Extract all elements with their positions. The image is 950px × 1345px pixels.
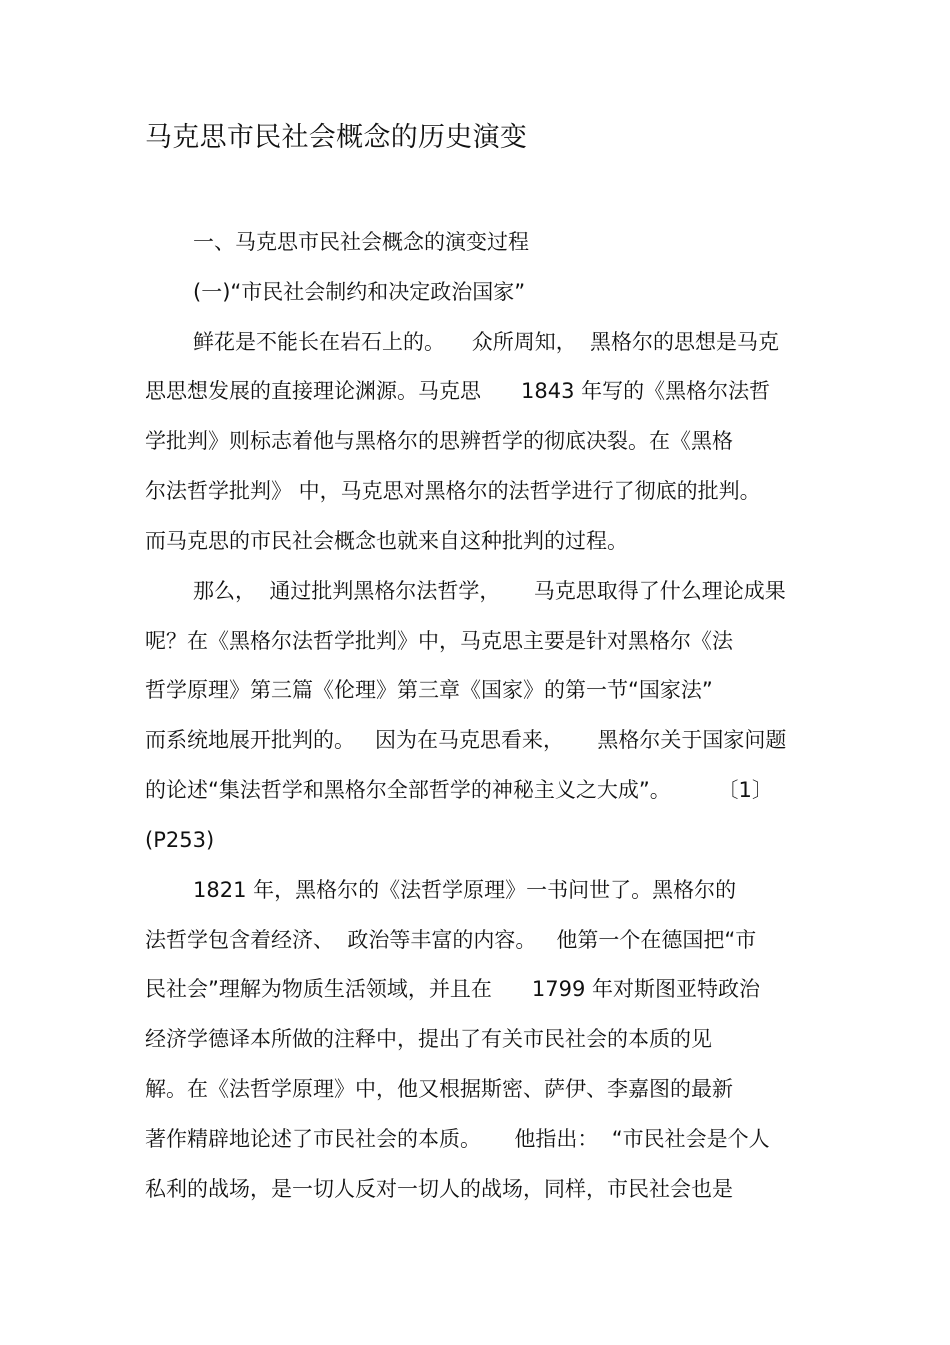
paragraph-1-line: 鲜花是不能长在岩石上的。 众所周知， 黑格尔的思想是马克 xyxy=(193,330,780,354)
paragraph-1-line: 而马克思的市民社会概念也就来自这种批判的过程。 xyxy=(145,529,628,553)
paragraph-2-line: 的论述“集法哲学和黑格尔全部哲学的神秘主义之大成”。 〔1〕 xyxy=(145,778,773,802)
paragraph-2-line: 那么， 通过批判黑格尔法哲学， 马克思取得了什么理论成果 xyxy=(193,579,786,603)
paragraph-2-line: 呢？在《黑格尔法哲学批判》中，马克思主要是针对黑格尔《法 xyxy=(145,629,733,653)
paragraph-1-line: 思思想发展的直接理论渊源。马克思 1843 年写的《黑格尔法哲 xyxy=(145,379,771,403)
citation-page: (P253) xyxy=(145,828,215,852)
paragraph-3-line: 1821 年，黑格尔的《法哲学原理》一书问世了。黑格尔的 xyxy=(193,878,737,902)
paragraph-3-line: 解。在《法哲学原理》中，他又根据斯密、萨伊、李嘉图的最新 xyxy=(145,1077,733,1101)
paragraph-3-line: 著作精辟地论述了市民社会的本质。 他指出： “市民社会是个人 xyxy=(145,1127,770,1151)
paragraph-3-line: 法哲学包含着经济、 政治等丰富的内容。 他第一个在德国把“市 xyxy=(145,928,757,952)
paragraph-3-line: 民社会”理解为物质生活领域，并且在 1799 年对斯图亚特政治 xyxy=(145,977,761,1001)
paragraph-3-line: 经济学德译本所做的注释中，提出了有关市民社会的本质的见 xyxy=(145,1027,712,1051)
paragraph-3-line: 私利的战场，是一切人反对一切人的战场，同样，市民社会也是 xyxy=(145,1177,733,1201)
section-heading: 一、马克思市民社会概念的演变过程 xyxy=(193,230,529,254)
paragraph-1-line: 学批判》则标志着他与黑格尔的思辨哲学的彻底决裂。在《黑格 xyxy=(145,429,733,453)
paragraph-1-line: 尔法哲学批判》 中，马克思对黑格尔的法哲学进行了彻底的批判。 xyxy=(145,479,761,503)
document-title: 马克思市民社会概念的历史演变 xyxy=(145,122,528,153)
subsection-heading: (一)“市民社会制约和决定政治国家” xyxy=(193,280,526,304)
paragraph-2-line: 哲学原理》第三篇《伦理》第三章《国家》的第一节“国家法” xyxy=(145,678,713,702)
paragraph-2-line: 而系统地展开批判的。 因为在马克思看来， 黑格尔关于国家问题 xyxy=(145,728,787,752)
